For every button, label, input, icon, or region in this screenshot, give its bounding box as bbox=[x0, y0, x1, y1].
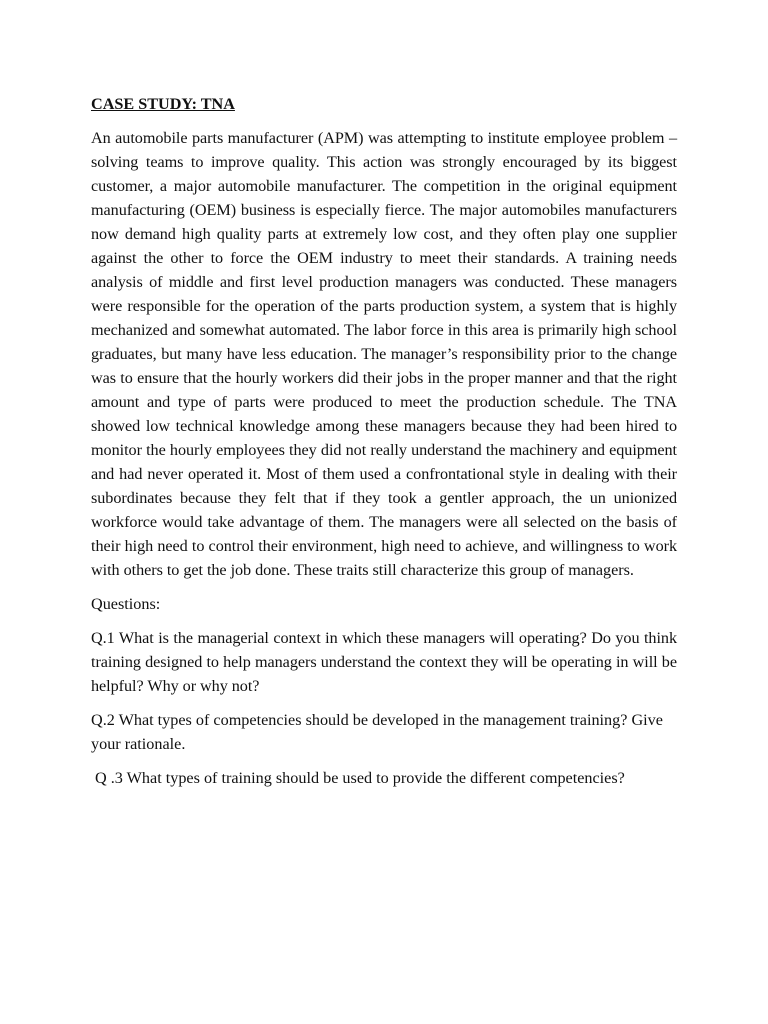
questions-heading: Questions: bbox=[91, 595, 161, 613]
document-page bbox=[91, 92, 677, 800]
question-2: Q.2 What types of competencies should be developed in the management training? Give your rationale. bbox=[91, 711, 663, 753]
question-1: Q.1 What is the managerial context in which these managers will operating? Do you think training designed to help managers understand the context they will be operating in will be helpful? Why or why not? bbox=[91, 629, 677, 695]
case-study-body: An automobile parts manufacturer (APM) was attempting to institute employee problem – solving teams to improve quality. This action was strongly encouraged by its biggest customer, a major automobile manufacturer. The competition in the original equipment manufacturing (OEM) business is especially fierce. The major automobiles manufacturers now demand high quality parts at extremely low cost, and they often play one supplier against the other to force the OEM industry to meet their standards. A training needs analysis of middle and first level production managers was conducted. These managers were responsible for the operation of the parts production system, a system that is highly mechanized and somewhat automated. The labor force in this area is primarily high school graduates, but many have less education. The manager’s responsibility prior to the change was to ensure that the hourly workers did their jobs in the proper manner and that the right amount and type of parts were produced to meet the production schedule. The TNA showed low technical knowledge among these managers because they had been hired to monitor the hourly employees they did not really understand the machinery and equipment and had never operated it. Most of them used a confrontational style in dealing with their subordinates because they felt that if they took a gentler approach, the un unionized workforce would take advantage of them. The managers were all selected on the basis of their high need to control their environment, high need to achieve, and willingness to work with others to get the job done. These traits still characterize this group of managers. bbox=[91, 129, 677, 579]
question-3: Q .3 What types of training should be used to provide the different competencies? bbox=[95, 769, 625, 787]
page-title: CASE STUDY: TNA bbox=[91, 95, 235, 113]
